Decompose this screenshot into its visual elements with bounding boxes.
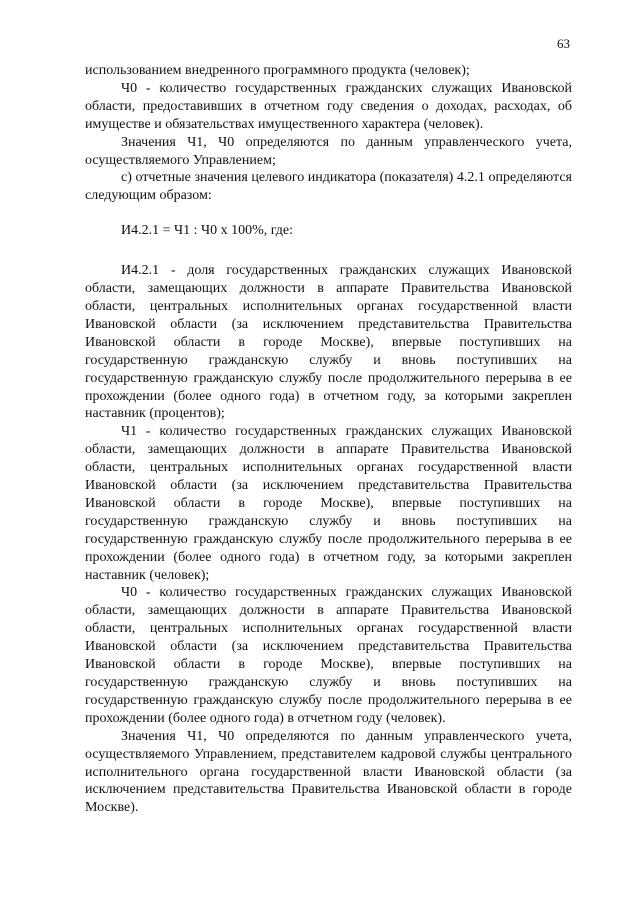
paragraph-ch0-definition: Ч0 - количество государственных гражданских служащих Ивановской области, предоставивших в отчетном году сведения о доходах, расходах, об имуществе и обязательствах имущественного характера (человек). xyxy=(85,80,572,132)
paragraph-values-note: Значения Ч1, Ч0 определяются по данным управленческого учета, осуществляемого Управлением; xyxy=(85,134,572,168)
paragraph-values-note-2: Значения Ч1, Ч0 определяются по данным управленческого учета, осуществляемого Управлением, представителем кадровой службы центрального исполнительного органа государственной власти Ивановской области (за исключением представительства Правительства Ивановской области в городе Москве). xyxy=(85,728,572,816)
paragraph-ch0-definition-2: Ч0 - количество государственных гражданских служащих Ивановской области, замещающих должности в аппарате Правительства Ивановской области, центральных исполнительных органах государственной власти Ивановской области (за исключением представительства Правительства Ивановской области в городе Москве), впервые поступивших на государственную гражданскую службу и вновь поступивших на государственную гражданскую службу после продолжительного перерыва в ее прохождении (более одного года) в отчетном году (человек). xyxy=(85,585,572,726)
paragraph-ch1-definition: Ч1 - количество государственных гражданских служащих Ивановской области, замещающих должности в аппарате Правительства Ивановской области, центральных исполнительных органах государственной власти Ивановской области (за исключением представительства Правительства Ивановской области в городе Москве), впервые поступивших на государственную гражданскую службу и вновь поступивших на государственную гражданскую службу после продолжительного перерыва в ее прохождении (более одного года) в отчетном году, за которыми закреплен наставник (человек); xyxy=(85,424,572,583)
paragraph-continuation: использованием внедренного программного продукта (человек); xyxy=(85,63,470,78)
paragraph-item-c: с) отчетные значения целевого индикатора (показателя) 4.2.1 определяются следующим образом: xyxy=(85,170,572,204)
document-body xyxy=(85,62,572,817)
paragraph-i421-definition: И4.2.1 - доля государственных гражданских служащих Ивановской области, замещающих должности в аппарате Правительства Ивановской области, центральных исполнительных органах государственной власти Ивановской области (за исключением представительства Правительства Ивановской области в городе Москве), впервые поступивших на государственную гражданскую службу и вновь поступивших на государственную гражданскую службу после продолжительного перерыва в ее прохождении (более одного года) в отчетном году, за которыми закреплен наставник (процентов); xyxy=(85,263,572,422)
formula-line: И4.2.1 = Ч1 : Ч0 х 100%, где: xyxy=(121,223,294,239)
page-number: 63 xyxy=(557,36,570,51)
